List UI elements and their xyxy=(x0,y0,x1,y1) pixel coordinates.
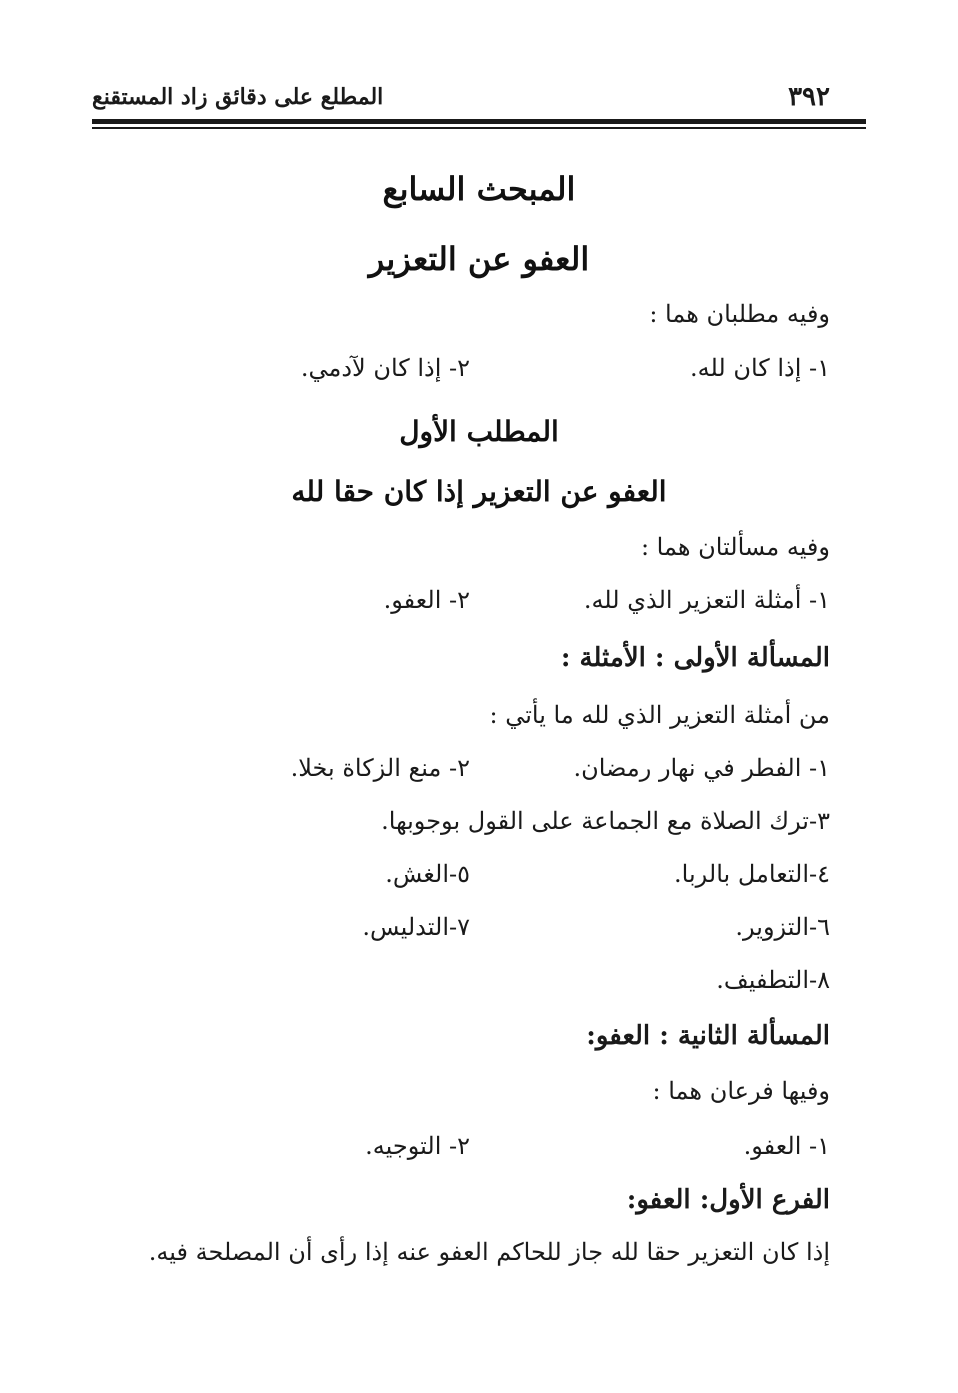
issue-1-heading: المسألة الأولى : الأمثلة : xyxy=(560,643,830,673)
branch-1-heading: الفرع الأول: العفو: xyxy=(626,1185,830,1215)
running-title: المطلع على دقائق زاد المستقنع xyxy=(92,84,384,110)
example-6: ٦-التزوير. xyxy=(735,913,830,941)
intro-2: وفيه مسألتان هما : xyxy=(640,533,830,561)
branch-1-text: إذا كان التعزير حقا لله جاز للحاكم العفو عنه إذا رأى أن المصلحة فيه. xyxy=(148,1238,830,1266)
example-1: ١- الفطر في نهار رمضان. xyxy=(573,754,830,782)
issue-2-heading: المسألة الثانية : العفو: xyxy=(586,1021,830,1051)
page-number: ٣٩٢ xyxy=(788,82,830,112)
example-2: ٢- منع الزكاة بخلا. xyxy=(290,754,470,782)
issue-2-item-2: ٢- التوجيه. xyxy=(365,1132,470,1160)
intro-1: وفيه مطلبان هما : xyxy=(649,300,830,328)
subsection-heading: المطلب الأول xyxy=(399,415,559,448)
example-4: ٤-التعامل بالربا. xyxy=(674,860,830,888)
example-8: ٨-التطفيف. xyxy=(716,966,830,994)
section-title: العفو عن التعزير xyxy=(368,240,590,278)
issue-2-intro: وفيها فرعان هما : xyxy=(652,1077,830,1105)
header-rule-thin xyxy=(92,127,866,129)
intro-1-item-1: ١- إذا كان لله. xyxy=(689,354,830,382)
intro-1-item-2: ٢- إذا كان لآدمي. xyxy=(300,354,470,382)
intro-2-item-2: ٢- العفو. xyxy=(383,586,470,614)
page-header xyxy=(92,82,830,118)
section-heading: المبحث السابع xyxy=(382,170,576,208)
header-rule-thick xyxy=(92,119,866,124)
issue-1-intro: من أمثلة التعزير الذي لله ما يأتي : xyxy=(489,701,830,729)
example-7: ٧-التدليس. xyxy=(362,913,470,941)
issue-2-item-1: ١- العفو. xyxy=(743,1132,830,1160)
subsection-title: العفو عن التعزير إذا كان حقا لله xyxy=(291,475,667,508)
example-5: ٥-الغش. xyxy=(385,860,470,888)
example-3: ٣-ترك الصلاة مع الجماعة على القول بوجوبها. xyxy=(381,807,830,835)
intro-2-item-1: ١- أمثلة التعزير الذي لله. xyxy=(583,586,830,614)
